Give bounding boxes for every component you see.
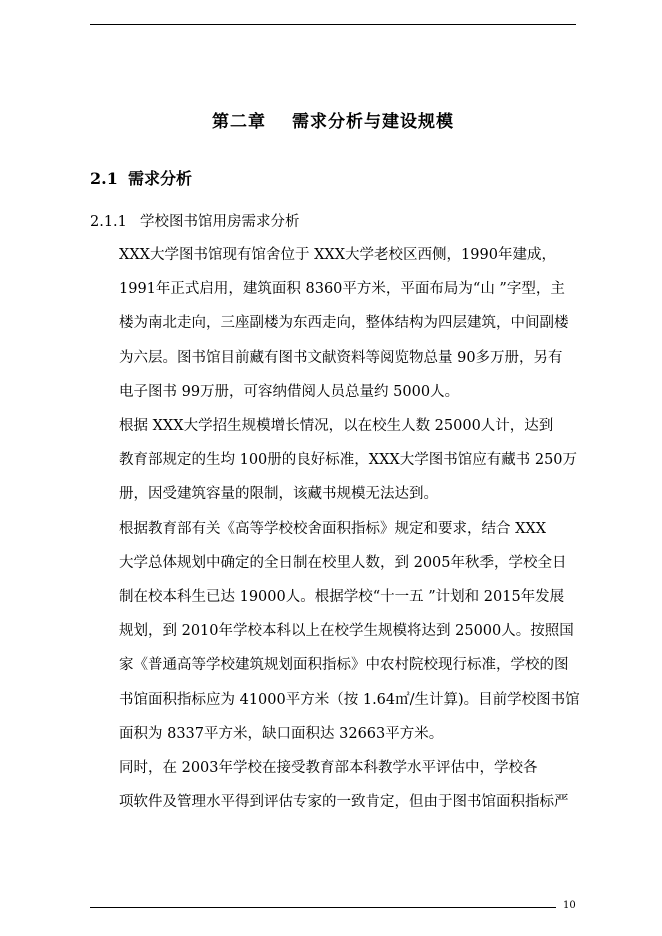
text-line: 楼为南北走向，三座副楼为东西走向，整体结构为四层建筑，中间副楼 <box>119 315 569 332</box>
subsection-title: 学校图书馆用房需求分析 <box>140 214 300 230</box>
chapter-title: 需求分析与建设规模 <box>292 112 454 132</box>
paragraph <box>90 409 576 512</box>
text-line: 为六层。图书馆目前藏有图书文献资料等阅览物总量 90多万册，另有 <box>119 349 563 366</box>
text-line: 根据 XXX大学招生规模增长情况，以在校生人数 25000人计，达到 <box>119 418 554 435</box>
text-line: 制在校本科生已达 19000人。根据学校“十一五 ”计划和 2015年发展 <box>119 589 565 606</box>
text-line: 册，因受建筑容量的限制，该藏书规模无法达到。 <box>119 486 438 503</box>
section-number: 2.1 <box>90 169 118 188</box>
text-line: 项软件及管理水平得到评估专家的一致肯定，但由于图书馆面积指标严 <box>119 794 569 811</box>
footer-rule <box>90 907 556 908</box>
paragraph <box>90 238 576 409</box>
text-line: 电子图书 99万册，可容纳借阅人员总量约 5000人。 <box>119 383 460 400</box>
text-line: 1991年正式启用，建筑面积 8360平方米，平面布局为“山 ”字型，主 <box>119 281 565 298</box>
body-text <box>90 238 580 819</box>
section-title: 需求分析 <box>128 169 193 188</box>
chapter-number: 第二章 <box>212 112 266 132</box>
text-line: 书馆面积指标应为 41000平方米（按 1.64㎡/生计算)。目前学校图书馆 <box>119 691 580 708</box>
chapter-heading <box>90 107 576 132</box>
text-line: 面积为 8337平方米，缺口面积达 32663平方米。 <box>119 725 444 742</box>
text-line: 教育部规定的生均 100册的良好标准，XXX大学图书馆应有藏书 250万 <box>119 452 578 469</box>
text-line: XXX大学图书馆现有馆舍位于 XXX大学老校区西侧，1990年建成， <box>119 247 556 263</box>
section-heading <box>90 166 192 189</box>
text-line: 家《普通高等学校建筑规划面积指标》中农村院校现行标准，学校的图 <box>119 657 569 674</box>
text-line: 规划，到 2010年学校本科以上在校学生规模将达到 25000人。按照国 <box>119 623 574 640</box>
subsection-number: 2.1.1 <box>90 214 127 230</box>
header-rule <box>90 24 576 25</box>
text-line: 同时，在 2003年学校在接受教育部本科教学水平评估中，学校各 <box>119 760 538 777</box>
page-number: 10 <box>563 900 576 911</box>
paragraph <box>90 512 580 751</box>
subsection-heading <box>90 210 300 231</box>
text-line: 根据教育部有关《高等学校校舍面积指标》规定和要求，结合 XXX <box>119 520 547 537</box>
text-line: 大学总体规划中确定的全日制在校里人数，到 2005年秋季，学校全日 <box>119 554 567 571</box>
paragraph <box>90 751 576 819</box>
